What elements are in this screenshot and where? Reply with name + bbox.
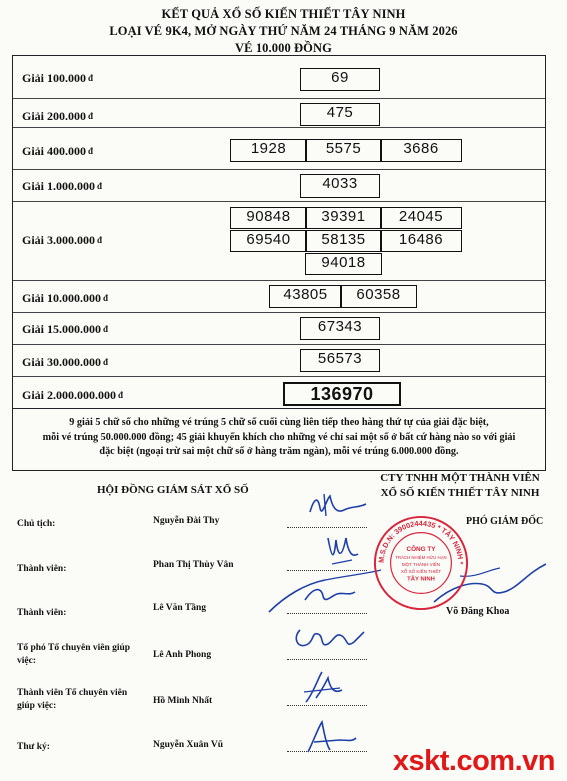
company-stamp (372, 514, 470, 612)
prize-label: Giải 100.000 (22, 71, 87, 85)
company-name: CTY TNHH MỘT THÀNH VIÊN XỔ SỐ KIẾN THIẾT TÂY NINH (380, 472, 540, 499)
signature-member-2 (265, 566, 385, 618)
svg-text:MỘT THÀNH VIÊN: MỘT THÀNH VIÊN (401, 561, 441, 567)
consolation-note (12, 409, 546, 471)
prize-label: Giải 200.000 (22, 109, 87, 123)
prize-row (13, 169, 545, 201)
note-line: 9 giải 5 chữ số cho những vé trúng 5 chữ số cuối cùng liên tiếp theo hàng thứ tự của giải đặc biệt, (69, 417, 489, 428)
svg-text:XỔ SỐ KIẾN THIẾT: XỔ SỐ KIẾN THIẾT (400, 568, 442, 574)
signature-line (287, 527, 367, 528)
note-line: mỗi vé trúng 50.000.000 đồng; 45 giải khuyến khích cho những vé chỉ sai một số ở bất cứ hàng nào so với giải (42, 431, 516, 443)
site-watermark: xskt.com.vn (392, 745, 555, 777)
prize-number: 60358 (340, 285, 417, 308)
currency-symbol: đ (97, 235, 103, 245)
prize-label: Giải 3.000.000 (22, 233, 96, 247)
svg-text:M.S.D.N: 3900244435 * TÂY NINH: M.S.D.N: 3900244435 * TÂY NINH * (376, 518, 466, 565)
document-header (0, 6, 567, 57)
member-role: Tổ phó Tổ chuyên viên giúp việc: (17, 643, 131, 666)
member-role: Chủ tịch: (17, 519, 56, 529)
special-prize-number: 136970 (283, 382, 401, 406)
currency-symbol: đ (88, 73, 94, 83)
prize-number: 69 (300, 68, 380, 91)
director-name: Võ Đăng Khoa (446, 606, 510, 617)
member-role: Thành viên Tổ chuyên viên giúp việc: (17, 688, 128, 711)
prize-number: 1928 (230, 139, 307, 162)
results-table (12, 55, 546, 409)
svg-text:CÔNG TY: CÔNG TY (406, 546, 436, 554)
signature-member-4 (300, 668, 348, 708)
prize-label: Giải 10.000.000 (22, 291, 102, 305)
prize-label: Giải 400.000 (22, 144, 87, 158)
prize-number: 4033 (300, 174, 380, 198)
prize-label: Giải 15.000.000 (22, 322, 102, 336)
prize-number: 90848 (230, 207, 307, 229)
svg-text:TÂY NINH: TÂY NINH (407, 576, 435, 583)
currency-symbol: đ (97, 181, 103, 191)
prize-number: 94018 (305, 253, 382, 275)
svg-text:TRÁCH NHIỆM HỮU HẠN: TRÁCH NHIỆM HỮU HẠN (395, 555, 447, 561)
currency-symbol: đ (88, 111, 94, 121)
member-name: Lê Anh Phong (153, 650, 212, 660)
note-line: đặc biệt (ngoại trừ sai một chữ số ở hàng trăm ngàn), mỗi vé trúng 6.000.000 đồng. (99, 446, 459, 457)
signature-chairman (300, 492, 370, 526)
prize-label: Giải 2.000.000.000 (22, 388, 117, 402)
prize-number: 43805 (269, 285, 342, 308)
prize-row (13, 280, 545, 312)
member-name: Hồ Minh Nhất (153, 696, 213, 706)
prize-number: 69540 (230, 230, 307, 252)
signature-member-1 (322, 530, 362, 568)
prize-row (13, 98, 545, 127)
member-role: Thành viên: (17, 564, 67, 574)
council-title: HỘI ĐỒNG GIÁM SÁT XỔ SỐ (97, 484, 249, 496)
header-ticket-price: VÉ 10.000 ĐỒNG (235, 41, 332, 55)
member-role: Thư ký: (17, 742, 50, 752)
prize-row (13, 201, 545, 280)
member-name: Phan Thị Thùy Vân (153, 560, 234, 570)
prize-number: 24045 (380, 207, 462, 229)
prize-row-special (13, 376, 545, 410)
prize-number: 39391 (305, 207, 382, 229)
prize-number: 56573 (300, 349, 380, 372)
signature-line (287, 659, 367, 660)
prize-label: Giải 1.000.000 (22, 179, 96, 193)
prize-number: 475 (300, 103, 380, 126)
signature-deputy (290, 616, 370, 656)
currency-symbol: đ (103, 357, 109, 367)
currency-symbol: đ (118, 390, 124, 400)
header-title: KẾT QUẢ XỔ SỐ KIẾN THIẾT TÂY NINH (161, 7, 406, 21)
prize-number: 16486 (380, 230, 462, 252)
member-name: Lê Văn Tầng (153, 603, 206, 613)
prize-number: 67343 (300, 317, 380, 340)
prize-row (13, 344, 545, 376)
member-role: Thành viên: (17, 608, 67, 618)
prize-row (13, 127, 545, 169)
prize-number: 5575 (305, 139, 382, 162)
prize-row (13, 312, 545, 344)
signer-position: PHÓ GIÁM ĐỐC (466, 516, 544, 527)
currency-symbol: đ (103, 324, 109, 334)
currency-symbol: đ (103, 293, 109, 303)
prize-row (13, 56, 545, 98)
currency-symbol: đ (88, 146, 94, 156)
prize-number: 58135 (305, 230, 382, 252)
prize-number: 3686 (380, 139, 462, 162)
member-name: Nguyễn Xuân Vũ (153, 740, 224, 750)
member-name: Nguyễn Đài Thy (153, 516, 220, 526)
signature-secretary (300, 718, 360, 756)
header-ticket-type: LOẠI VÉ 9K4, MỞ NGÀY THỨ NĂM 24 THÁNG 9 NĂM 2026 (109, 24, 458, 38)
prize-label: Giải 30.000.000 (22, 355, 102, 369)
